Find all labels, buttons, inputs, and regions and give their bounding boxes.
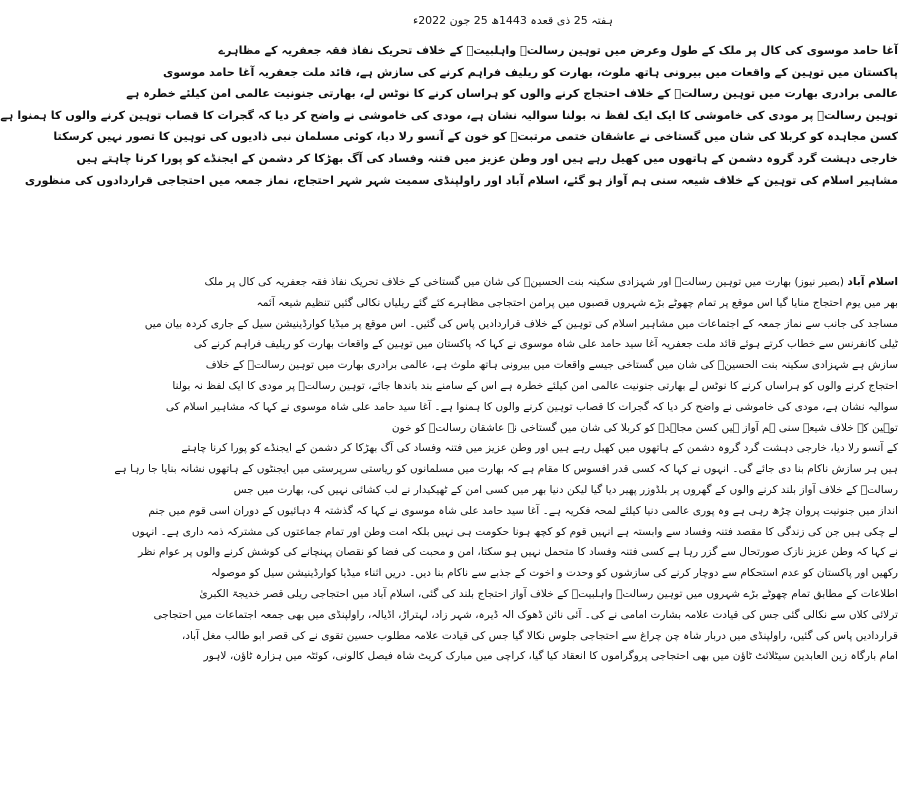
body-line: قراردادیں پاس کی گئیں، راولپنڈی میں دربار شاہ چن چراغ سے احتجاجی جلوس نکالا گیا جس کی قیادت علامہ مطلوب حسین تقوی نے کی قصر ابو طالب مغل آباد، [181, 629, 898, 642]
body-line: مساجد کی جانب سے نماز جمعہ کے اجتماعات میں مشاہیر اسلام کی توہین کے خلاف قراردادیں پاس کی گئیں۔ اس موقع پر میڈیا کوارڈینیشن سیل کے جاری کردہ بیان میں [144, 317, 898, 330]
body-line: رکھیں اور پاکستان کو عدم استحکام سے دوچار کرنے کی سازشوں کو وحدت و اخوت کے جذبے سے ناکام بنا دیں۔ دریں اثناء میڈیا کوارڈینیشن سیل کو موصولہ [210, 567, 898, 580]
body-line: بھر میں یوم احتجاج منایا گیا اس موقع پر تمام چھوٹے بڑے شہروں قصبوں میں پرامن احتجاجی مظاہرے کئے گئے ریلیاں نکالی گئیں تنظیم شیعہ آئمہ [256, 296, 898, 309]
headline-line: توہین رسالتؐ پر مودی کی خاموشی کا ایک ایک لفظ نہ بولنا سوالیہ نشان ہے، مودی کی خاموشی نے واضح کر دیا کہ گجرات کا قصاب توہین کرنے والوں کا ہمنوا ہے [0, 108, 898, 122]
body-line: ترلائی کلاں سے نکالی گئی جس کی قیادت علامہ بشارت امامی نے کی۔ آئی نائن ڈھوک الہ ڈیرہ، شہر زاد، لہتراڑ، اڈیالہ، راولپنڈی میں بھی جمعہ اجتماعات میں احتجاجی [153, 608, 898, 621]
body-line: سوالیہ نشان ہے، مودی کی خاموشی نے واضح کر دیا کہ گجرات کا قصاب توہین کرنے والوں کا ہمنوا ہے۔ آغا سید حامد علی شاہ موسوی نے کہا کہ مشاہیر اسلام کی [165, 400, 898, 413]
body-line: لے چکی ہیں جن کی زندگی کا مقصد فتنہ وفساد سے وابستہ ہے انہیں قوم کو کچھ ہونا حکومت ہی نہیں بلکہ امت وطن اور تمام جماعتوں کی مشترکہ ذمہ داری ہے۔ انہوں [131, 525, 898, 538]
dateline: ہفتہ 25 ذی قعدہ 1443ھ 25 جون 2022ء [413, 14, 614, 27]
body-line: احتجاج کرنے والوں کو ہراساں کرنے کا نوٹس لے بھارتی جنونیت عالمی امن کیلئے خطرہ ہے اس کے سامنے بند باندھا جائے، توہین رسالتؐ پر مودی کا ایک لفظ نہ بولنا [172, 379, 898, 392]
headline-line: آغا حامد موسوی کی کال پر ملک کے طول وعرض میں توہین رسالتؐ واہلبیتؑ کے خلاف تحریک نفاذ فقہ جعفریہ کے مظاہرے [218, 44, 898, 57]
dateline-location: اسلام آباد [847, 276, 898, 288]
news-agency: (بصیر نیوز) [794, 276, 845, 288]
body-line: امام بارگاہ زین العابدین سیٹلائٹ ٹاؤن میں بھی احتجاجی پروگراموں کا انعقاد کیا گیا، کراچی میں مبارک کریٹ شاہ فیصل کالونی، کوئٹہ میں ہزارہ ٹاؤن، لاہور [203, 650, 898, 663]
headline-block [0, 40, 898, 191]
body-first-line [204, 272, 898, 293]
body-line: رسالتؐ کے خلاف آواز بلند کرنے والوں کے گھروں پر بلڈوزر پھیر دیا گیا لیکن دنیا بھر میں کسی امن کے ٹھیکیدار نے لب کشائی نہیں کی، بھارت میں جس [233, 483, 898, 496]
body-line: ٹیلی کانفرنس سے خطاب کرتے ہوئے قائد ملت جعفریہ آغا سید حامد علی شاہ موسوی نے کہا کہ پاکستان میں توہین کے واقعات بھارت کو ریلیف فراہم کرنے کی [193, 338, 898, 351]
body-line: انداز میں جنونیت پروان چڑھ رہی ہے وہ پوری عالمی دنیا کیلئے لمحہ فکریہ ہے۔ آغا سید حامد علی شاہ موسوی نے کہا کہ گذشتہ 4 دہائیوں کے دوران اسی قوم میں جنم [148, 504, 898, 517]
headline-line: عالمی برادری بھارت میں توہین رسالتؐ کے خلاف احتجاج کرنے والوں کو ہراساں کرنے کا نوٹس لے، بھارتی جنونیت عالمی امن کیلئے خطرہ ہے [126, 87, 898, 101]
body-line: سازش ہے شہزادی سکینہ بنت الحسینؑ کی شان میں گستاخی جیسے واقعات میں بیرونی ہاتھ ملوث ہے، عالمی برادری بھارت میں توہین رسالتؐ کے خلاف [205, 359, 898, 372]
body-line: نے کہا کہ وطن عزیز نازک صورتحال سے گزر رہا ہے کسی فتنہ وفساد کا متحمل نہیں ہو سکتا، امن و محبت کی فضا کو نقصان پہنچانے کی کوشش کرنے والوں پر عوام نظر [138, 546, 898, 559]
article-body [114, 272, 898, 667]
body-line: کے آنسو رلا دیا، خارجی دہشت گرد گروہ دشمن کے ہاتھوں میں کھیل رہے ہیں اور وطن عزیز میں فتنہ وفساد کی آگ بھڑکا کر دشمن کے ایجنڈے کو پورا کرنا چاہتے [181, 442, 898, 455]
headline-line: پاکستان میں توہین کے واقعات میں بیرونی ہاتھ ملوث، بھارت کو ریلیف فراہم کرنے کی سازش ہے، قائد ملت جعفریہ آغا حامد موسوی [163, 65, 898, 79]
headline-line: خارجی دہشت گرد گروہ دشمن کے ہاتھوں میں کھیل رہے ہیں اور وطن عزیز میں فتنہ وفساد کی آگ بھڑکا کر دشمن کے ایجنڈے کو پورا کرنا چاہتے ہیں [76, 151, 898, 165]
headline-line: کسن مجاہدہ کو کربلا کی شان میں گستاخی نے عاشقان ختمی مرتبتؐ کو خون کے آنسو رلا دیا، کوئی مسلمان نبی ذادیوں کی توہین کا تصور نہیں کرسکتا [53, 130, 898, 144]
body-line: بھارت میں توہین رسالتؐ اور شہزادی سکینہ بنت الحسینؑ کی شان میں گستاخی کے خلاف تحریک نفاذ فقہ جعفریہ کی کال پر ملک [204, 276, 792, 288]
body-line: اطلاعات کے مطابق تمام چھوٹے بڑے شہروں میں توہین رسالتؐ واہلبیتؑ کے خلاف آواز احتجاج بلند کی گئی، اسلام آباد میں احتجاجی ریلی قصر خدیجۃ الکبریٰ [199, 587, 898, 600]
headline-line: مشاہیر اسلام کی توہین کے خلاف شیعہ سنی ہم آواز ہو گئے، اسلام آباد اور راولپنڈی سمیت شہر شہر احتجاج، نماز جمعہ میں احتجاجی قراردادوں کی منظوری [24, 173, 898, 187]
body-line: توہین کے خلاف شیعہ سنی ہم آواز ہیں کسن مجاہدہ کو کربلا کی شان میں گستاخی نے عاشقان رسالتؐ کو خون [391, 421, 898, 434]
body-line: ہیں ہر سازش ناکام بنا دی جائے گی۔ انہوں نے کہا کہ کسی قدر افسوس کا مقام ہے کہ بھارت میں مسلمانوں کو ریاستی سرپرستی میں ایجنٹوں کے ہاتھوں نشانہ بنایا جا رہا ہے [114, 463, 898, 476]
